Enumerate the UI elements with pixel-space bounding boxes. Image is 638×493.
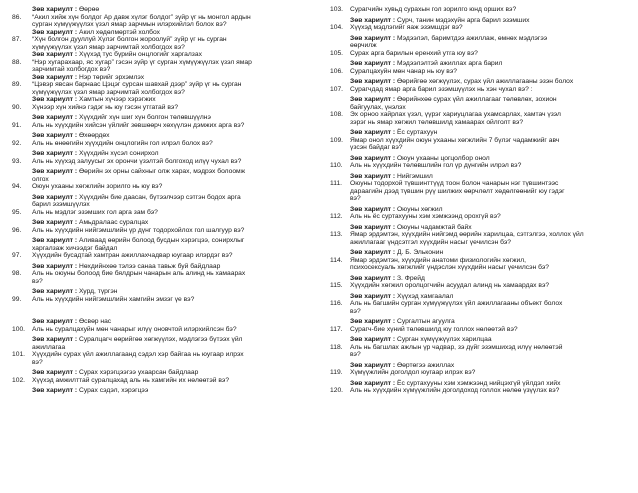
answer-line	[330, 293, 626, 301]
question-line	[12, 326, 308, 334]
question-line	[330, 162, 626, 170]
answer-text: Нэр төрийг эрхэмлэх	[78, 73, 145, 81]
answer-text: Амьдралаас суралцах	[78, 219, 149, 226]
question-number: 95.	[12, 208, 22, 216]
question-text: Хүүхэд мэдлэгийг яаж эзэмшдэг вэ?	[350, 24, 463, 31]
question-text: Аль нь ёс суртахууны хэм хэмжээнд орохгүй вэ?	[350, 213, 501, 220]
answer-text: Хүүхдийн хүсэл сонирхол	[78, 150, 159, 157]
question-number: 90.	[12, 103, 22, 111]
answer-line	[12, 318, 308, 326]
answer-label: Зөв хариулт :	[32, 114, 78, 121]
question-text: Ямар эрдэмтэн, хүүхдийн нийгэмд өөрийн харилцаа, сэтгэлгээ, холлох үйл	[350, 231, 584, 238]
continuation-line: зэрэг нь ямар хөгжил төлөвшилд хамаарах ойлголт вэ?	[350, 118, 524, 126]
question-text: Эх орноо хайрлах үзэл, үүрэг хариуцлагаа ухамсарлах, хамтач үзэл	[350, 111, 561, 118]
question-line	[12, 158, 308, 166]
answer-label: Зөв хариулт :	[32, 219, 78, 226]
question-line	[330, 24, 626, 32]
answer-line	[12, 74, 308, 82]
answer-text: Акил хөдөлмөртэй холбох	[78, 28, 160, 36]
answer-label: Зөв хариулт :	[32, 150, 78, 157]
question-line	[12, 270, 308, 278]
answer-line	[330, 249, 626, 257]
question-line	[330, 68, 626, 76]
continuation-line: хүмүүжүүлэх үзэл ямар зарчимтай холбогдох вэ?	[32, 43, 185, 51]
continuation-line: байгуулах, үнэлэх	[350, 103, 406, 111]
question-number: 86.	[12, 13, 22, 21]
question-text: Аль нь хүүхдийн хүмүүжлийн доголдоход голлох нөлөө үзүүлэх вэ?	[350, 387, 560, 394]
answer-label: Зөв хариулт :	[32, 193, 78, 201]
answer-line	[330, 206, 626, 214]
answer-label: Зөв хариулт :	[32, 336, 78, 343]
answer-text: Сурах сэдэл, хэрэгцээ	[78, 387, 149, 394]
question-number: 94.	[12, 183, 22, 190]
question-line	[330, 300, 626, 308]
question-number: 87.	[12, 36, 22, 43]
question-number: 89.	[12, 81, 22, 88]
answer-label: Зөв хариулт :	[350, 154, 396, 162]
answer-label: Зөв хариулт :	[32, 28, 78, 36]
answer-label: Зөв хариулт :	[32, 168, 78, 175]
answer-text: Оюуны чадамжтай байх	[396, 223, 472, 231]
question-line	[330, 111, 626, 119]
question-line	[12, 81, 308, 89]
question-number: 99.	[12, 295, 22, 303]
answer-text: Хүүхэд хамгаалал	[396, 292, 454, 300]
question-line	[12, 209, 308, 217]
continuation-line: дараагийн дээд түвшин рүү шилжих өөрчлөлт хөдөлгөөнийг юу гэдэг	[350, 187, 565, 195]
question-line	[330, 257, 626, 265]
question-line	[12, 104, 308, 112]
answer-line	[12, 263, 308, 271]
question-line	[12, 122, 308, 130]
answer-text: Өөрийн эх орны сайхныг олж харах, мэдрэх болоомж	[78, 168, 246, 175]
question-line	[330, 231, 626, 239]
question-text: “Акил хийж хүн болдог Ар давж хүлэг болдог” зүйр үг нь монгол ардын	[32, 13, 251, 21]
answer-label: Зөв хариулт :	[350, 292, 396, 300]
spacer	[12, 303, 308, 311]
answer-text: Хамтын хүчээр хэрэгжих	[78, 96, 156, 103]
question-number: 102.	[12, 376, 26, 384]
answer-label: Зөв хариулт :	[350, 172, 396, 180]
answer-line	[330, 35, 626, 43]
answer-text: Д. Б. Эльконин	[396, 249, 444, 256]
question-number: 88.	[12, 58, 22, 66]
question-number: 115.	[330, 282, 343, 289]
answer-line	[330, 380, 626, 388]
answer-text: Сурах хэрэгцээгээ ухаарсан байдлаар	[78, 369, 199, 376]
question-number: 104.	[330, 24, 344, 31]
answer-label: Зөв хариулт :	[350, 379, 396, 387]
question-line	[12, 252, 308, 260]
question-text: Сурах арга барилын еренхий утга юу вэ?	[350, 49, 478, 57]
continuation-line: ажиллагаа	[32, 343, 66, 351]
answer-line	[12, 194, 308, 202]
left-column	[12, 6, 308, 395]
continuation-line: вэ?	[32, 277, 43, 285]
answer-label: Зөв хариулт :	[350, 129, 396, 136]
question-line	[330, 50, 626, 58]
question-number: 112.	[330, 213, 343, 220]
answer-label: Зөв хариулт :	[350, 336, 396, 343]
answer-line	[12, 288, 308, 296]
continuation-line: барил эзэмшүүлэх	[32, 201, 90, 208]
question-number: 117.	[330, 325, 343, 333]
question-text: Ямар онол хүүхдийн оюун ухааны хөгжлийн 7 бүлэг чадамжийг авч	[350, 136, 560, 144]
question-line	[12, 377, 308, 385]
answer-text: Ёс суртахууны хэм хэмжээнд нийцэхгүй үйлдэл хийх	[396, 379, 561, 387]
answer-label: Зөв хариулт :	[32, 288, 78, 295]
answer-text: Аливаад өөрийн болоод бусдын хэрэгцээ, сонирхлыг	[78, 237, 245, 244]
answer-label: Зөв хариулт :	[32, 262, 78, 270]
question-number: 93.	[12, 157, 22, 165]
answer-line	[330, 224, 626, 232]
answer-text: Мэдээлэлтэй ажиллах арга барил	[396, 60, 503, 67]
question-text: Хүнээр хүн хийнэ гэдэг нь юу гэсэн утгатай вэ?	[32, 103, 179, 111]
question-text: Суралцахуйн мөн чанар нь юу вэ?	[350, 67, 457, 75]
answer-text: Мэдээлэл, баримтдээ ажиллаж, өмнөх мэдлэгээ	[396, 34, 548, 42]
question-number: 120.	[330, 387, 344, 394]
question-number: 97.	[12, 252, 22, 259]
answer-line	[330, 155, 626, 163]
continuation-line: өөрчилж	[350, 42, 377, 49]
question-text: Хүүхдийн бусадтай хамтран ажиллахчадвар юугаар илэрдэг вэ?	[32, 252, 233, 259]
answer-text: Өсвөр нас	[78, 318, 112, 325]
continuation-line: вэ?	[32, 358, 43, 366]
answer-label: Зөв хариулт :	[32, 387, 78, 394]
answer-text: Өөртөгээ ажиллах	[396, 361, 455, 369]
question-text: Сурагчийн хувьд сурахын гол зорилго юнд оршиx вэ?	[350, 6, 517, 13]
answer-label: Зөв хариулт :	[32, 237, 78, 244]
question-text: Оюун ухааны хөгжлийн зорилго нь юу вэ?	[32, 183, 163, 190]
continuation-line: үзсэн байдаг вэ?	[350, 144, 403, 151]
question-number: 108.	[330, 111, 344, 118]
answer-label: Зөв хариулт :	[350, 361, 396, 369]
question-number: 113.	[330, 231, 343, 238]
answer-text: Өхөөрдөх	[78, 132, 110, 139]
question-text: Сурагч-бие хүний төлөвшилд юу голлох нөлөөтэй вэ?	[350, 325, 518, 333]
answer-line	[12, 219, 308, 227]
spacer	[12, 311, 308, 319]
answer-label: Зөв хариулт :	[350, 274, 396, 282]
answer-line	[330, 96, 626, 104]
continuation-line: вэ?	[350, 307, 361, 315]
answer-label: Зөв хариулт :	[350, 96, 396, 103]
continuation-line: вэ?	[350, 351, 361, 358]
continuation-line: вэ?	[350, 195, 361, 202]
question-text: “Хүн болгон дууллуй Хүлэг болгон жороолуй” зүйр үг нь сурган	[32, 36, 227, 43]
answer-text: Ёс суртахуун	[396, 129, 438, 136]
answer-line	[12, 114, 308, 122]
answer-text: Нөхдийнхөө тэлээ санаа тавьж буй байдлаар	[78, 262, 221, 270]
question-text: Аль нь хүүхдийн нийгэмшлийн үр дүнг тодорхойлох гол шалгуур вэ?	[32, 226, 245, 234]
answer-text: Нийгэмшил	[396, 172, 433, 180]
answer-label: Зөв хариулт :	[32, 318, 78, 325]
answer-text: Өөрийнхөө сурах үйл ажиллагааг төлөвлөх, зохион	[396, 96, 557, 103]
answer-line	[330, 173, 626, 181]
question-text: Оюуны тодорхой түвшинттүүд тоон болон чанарын нэг түвшинтээс	[350, 180, 559, 187]
question-number: 105.	[330, 49, 344, 57]
answer-line	[12, 29, 308, 37]
answer-text: Сурч, танин мэдэхүйн арга барил эзэмших	[396, 16, 530, 24]
answer-label: Зөв хариулт :	[350, 78, 396, 85]
question-number: 92.	[12, 139, 22, 147]
answer-line	[12, 387, 308, 395]
answer-text: Хүүхдийг хүн шиг хүн болгон төлөвшүүлнэ	[78, 114, 211, 121]
answer-label: Зөв хариулт :	[32, 6, 78, 13]
answer-text: Хүүхэд тус бүрийн онцлогийг харгалзах	[78, 51, 202, 58]
question-line	[12, 59, 308, 67]
answer-label: Зөв хариулт :	[350, 60, 396, 67]
question-line	[330, 344, 626, 352]
question-number: 110.	[330, 162, 343, 169]
question-text: Аль нь хүүхэд залуусыг эх орончи үзэлтэй болгоход илүү чухал вэ?	[32, 157, 242, 165]
answer-line	[330, 60, 626, 68]
answer-label: Зөв хариулт :	[350, 16, 396, 24]
answer-label: Зөв хариулт :	[32, 73, 78, 81]
answer-line	[12, 237, 308, 245]
question-number: 106.	[330, 67, 344, 75]
answer-text: Сурган хүмүүжүүлэх харилцаа	[396, 336, 492, 343]
answer-text: Суралцагч өөрийгөө хөгжүүлэх, мэдлэгээ бүтээх үйл	[78, 336, 243, 343]
answer-label: Зөв хариулт :	[32, 51, 78, 58]
question-line	[330, 387, 626, 395]
question-line	[330, 213, 626, 221]
question-number: 96.	[12, 226, 22, 234]
question-number: 103.	[330, 6, 344, 13]
question-line	[330, 282, 626, 290]
continuation-line: ажиллагааг үндсэтгэл хүүхдийн насыг үечилсэн бэ?	[350, 238, 512, 246]
answer-line	[12, 96, 308, 104]
question-number: 111.	[330, 180, 343, 187]
question-number: 101.	[12, 351, 26, 358]
continuation-line: олгох	[32, 175, 49, 183]
question-line	[12, 296, 308, 304]
answer-line	[330, 362, 626, 370]
right-column	[330, 6, 626, 395]
question-text: Ямар эрдэмтэн, хүүхдийн анатоми физиологийн хөгжил,	[350, 256, 526, 264]
answer-label: Зөв хариулт :	[350, 223, 396, 231]
answer-text: Сургалтын агуулга	[396, 318, 455, 325]
question-text: “Нэр хугарахаар, яс хугар” гэсэн зүйр үг сурган хүмүүжүүлэх үзэл ямар	[32, 58, 252, 66]
answer-label: Зөв хариулт :	[350, 205, 396, 213]
continuation-line: харгалзаж хичээдэг байдал	[32, 244, 118, 252]
question-number: 119.	[330, 369, 343, 376]
question-number: 91.	[12, 121, 22, 129]
question-line	[330, 369, 626, 377]
question-line	[12, 183, 308, 191]
answer-line	[12, 369, 308, 377]
answer-text: З. Фрейд	[396, 274, 425, 282]
answer-line	[12, 168, 308, 176]
question-number: 114.	[330, 256, 343, 264]
question-line	[330, 180, 626, 188]
answer-line	[330, 129, 626, 137]
answer-line	[12, 132, 308, 140]
question-number: 98.	[12, 270, 22, 277]
question-text: Аль нь хүүхдийн нийгэмшлийн хамгийн эмзэг үе вэ?	[32, 295, 195, 303]
answer-text: Оюуны хөгжил	[396, 205, 443, 213]
answer-line	[330, 318, 626, 326]
question-text: “Цэвэр явсан барнаас Цэцэг сурсан шавхай дээр” зүйр үг нь сурган	[32, 81, 242, 88]
question-text: Аль нь мэдлэг эзэмших гол арга зам бэ?	[32, 208, 158, 216]
question-line	[330, 326, 626, 334]
answer-label: Зөв хариулт :	[32, 96, 78, 103]
question-text: Аль нь суралцахуйн мөн чанарыг илүү оновчтой илэрхийлсэн бэ?	[32, 325, 237, 333]
continuation-line: сурган хүмүүжүүлэх үзэл ямар зарчмын илэрхийлэл болох вэ?	[32, 21, 227, 28]
answer-line	[330, 78, 626, 86]
answer-text: Оюун ухааны цогцолбор онол	[396, 154, 490, 162]
question-line	[12, 14, 308, 22]
answer-line	[330, 17, 626, 25]
question-line	[12, 227, 308, 235]
question-number: 109.	[330, 136, 344, 144]
question-number: 118.	[330, 343, 343, 351]
question-text: Аль нь хүүхдийн төлөвшлийн гол үр дүнгийн илрэл вэ?	[350, 162, 522, 169]
question-text: Хүүхдийн сурах үйл ажиллагаанд сэдэл хэр байгаа нь юугаар илрэх	[32, 351, 244, 358]
question-line	[330, 86, 626, 94]
question-text: Аль нь багшийн сурган хүмүүжүүлэх үйл ажиллагааны объект болох	[350, 300, 563, 307]
answer-text: Хүүхдийн бие даасан, бүтээлчээр сэтгэн бодох арга	[78, 193, 241, 201]
question-text: Хүүхэд амжилттай суралцахад аль нь хамгийн их нөлөөтэй вэ?	[32, 376, 230, 384]
question-text: Хүүхдийн хөгжил оролцогчийн асуудал алинд нь хамаардах вэ?	[350, 282, 550, 289]
answer-line	[330, 275, 626, 283]
question-number: 116.	[330, 300, 343, 307]
question-text: Аль нь багшлах ажлын үр чадвар, зэ дүйг эзэмшихэд илүү нөлөөтэй	[350, 343, 563, 351]
question-number: 107.	[330, 85, 344, 93]
question-line	[12, 36, 308, 44]
answer-text: Өөрөө	[78, 6, 100, 13]
question-text: Сурагчдад ямар арга барил эзэмшүүлэх нь хэн чухал вэ? :	[350, 85, 533, 93]
answer-line	[12, 336, 308, 344]
question-number: 100.	[12, 325, 26, 333]
question-line	[12, 351, 308, 359]
answer-label: Зөв хариулт :	[350, 249, 396, 256]
answer-label: Зөв хариулт :	[350, 318, 396, 325]
answer-label: Зөв хариулт :	[350, 34, 396, 42]
question-text: Хүмүүжлийн доголдол юугаар илрэх вэ?	[350, 369, 476, 376]
answer-line	[12, 6, 308, 14]
continuation-line: хүмүүжүүлэх үзэл ямар зарчимтай холбогдох вэ?	[32, 88, 185, 96]
question-line	[330, 6, 626, 14]
continuation-line: психосексуаль хөгжлийг үндэслэн хүүхдийн насыг үечилсэн бэ?	[350, 264, 550, 271]
answer-line	[330, 336, 626, 344]
question-line	[330, 137, 626, 145]
question-text: Аль нь хүүхдийн хийсэн үйлийг зөвшөөрч хөхүүлэн дэмжих арга вэ?	[32, 121, 245, 129]
answer-line	[12, 150, 308, 158]
question-text: Аль нь оюуны болоод бие бялдрын чанарын аль алинд нь хамаарах	[32, 270, 246, 277]
question-text: Аль нь өнөөгийн хүүхдийн онцлогийн гол илрэл болох вэ?	[32, 139, 213, 147]
answer-text: Өөрийгөө хөгжүүлэх, сурах үйл ажиллагааны эзэн болох	[396, 78, 574, 85]
answer-label: Зөв хариулт :	[32, 369, 78, 376]
continuation-line: зарчимтай холбогдох вэ?	[32, 66, 111, 73]
answer-line	[12, 51, 308, 59]
answer-text: Хурд, түргэн	[78, 288, 118, 295]
answer-label: Зөв хариулт :	[32, 132, 78, 139]
question-line	[12, 140, 308, 148]
